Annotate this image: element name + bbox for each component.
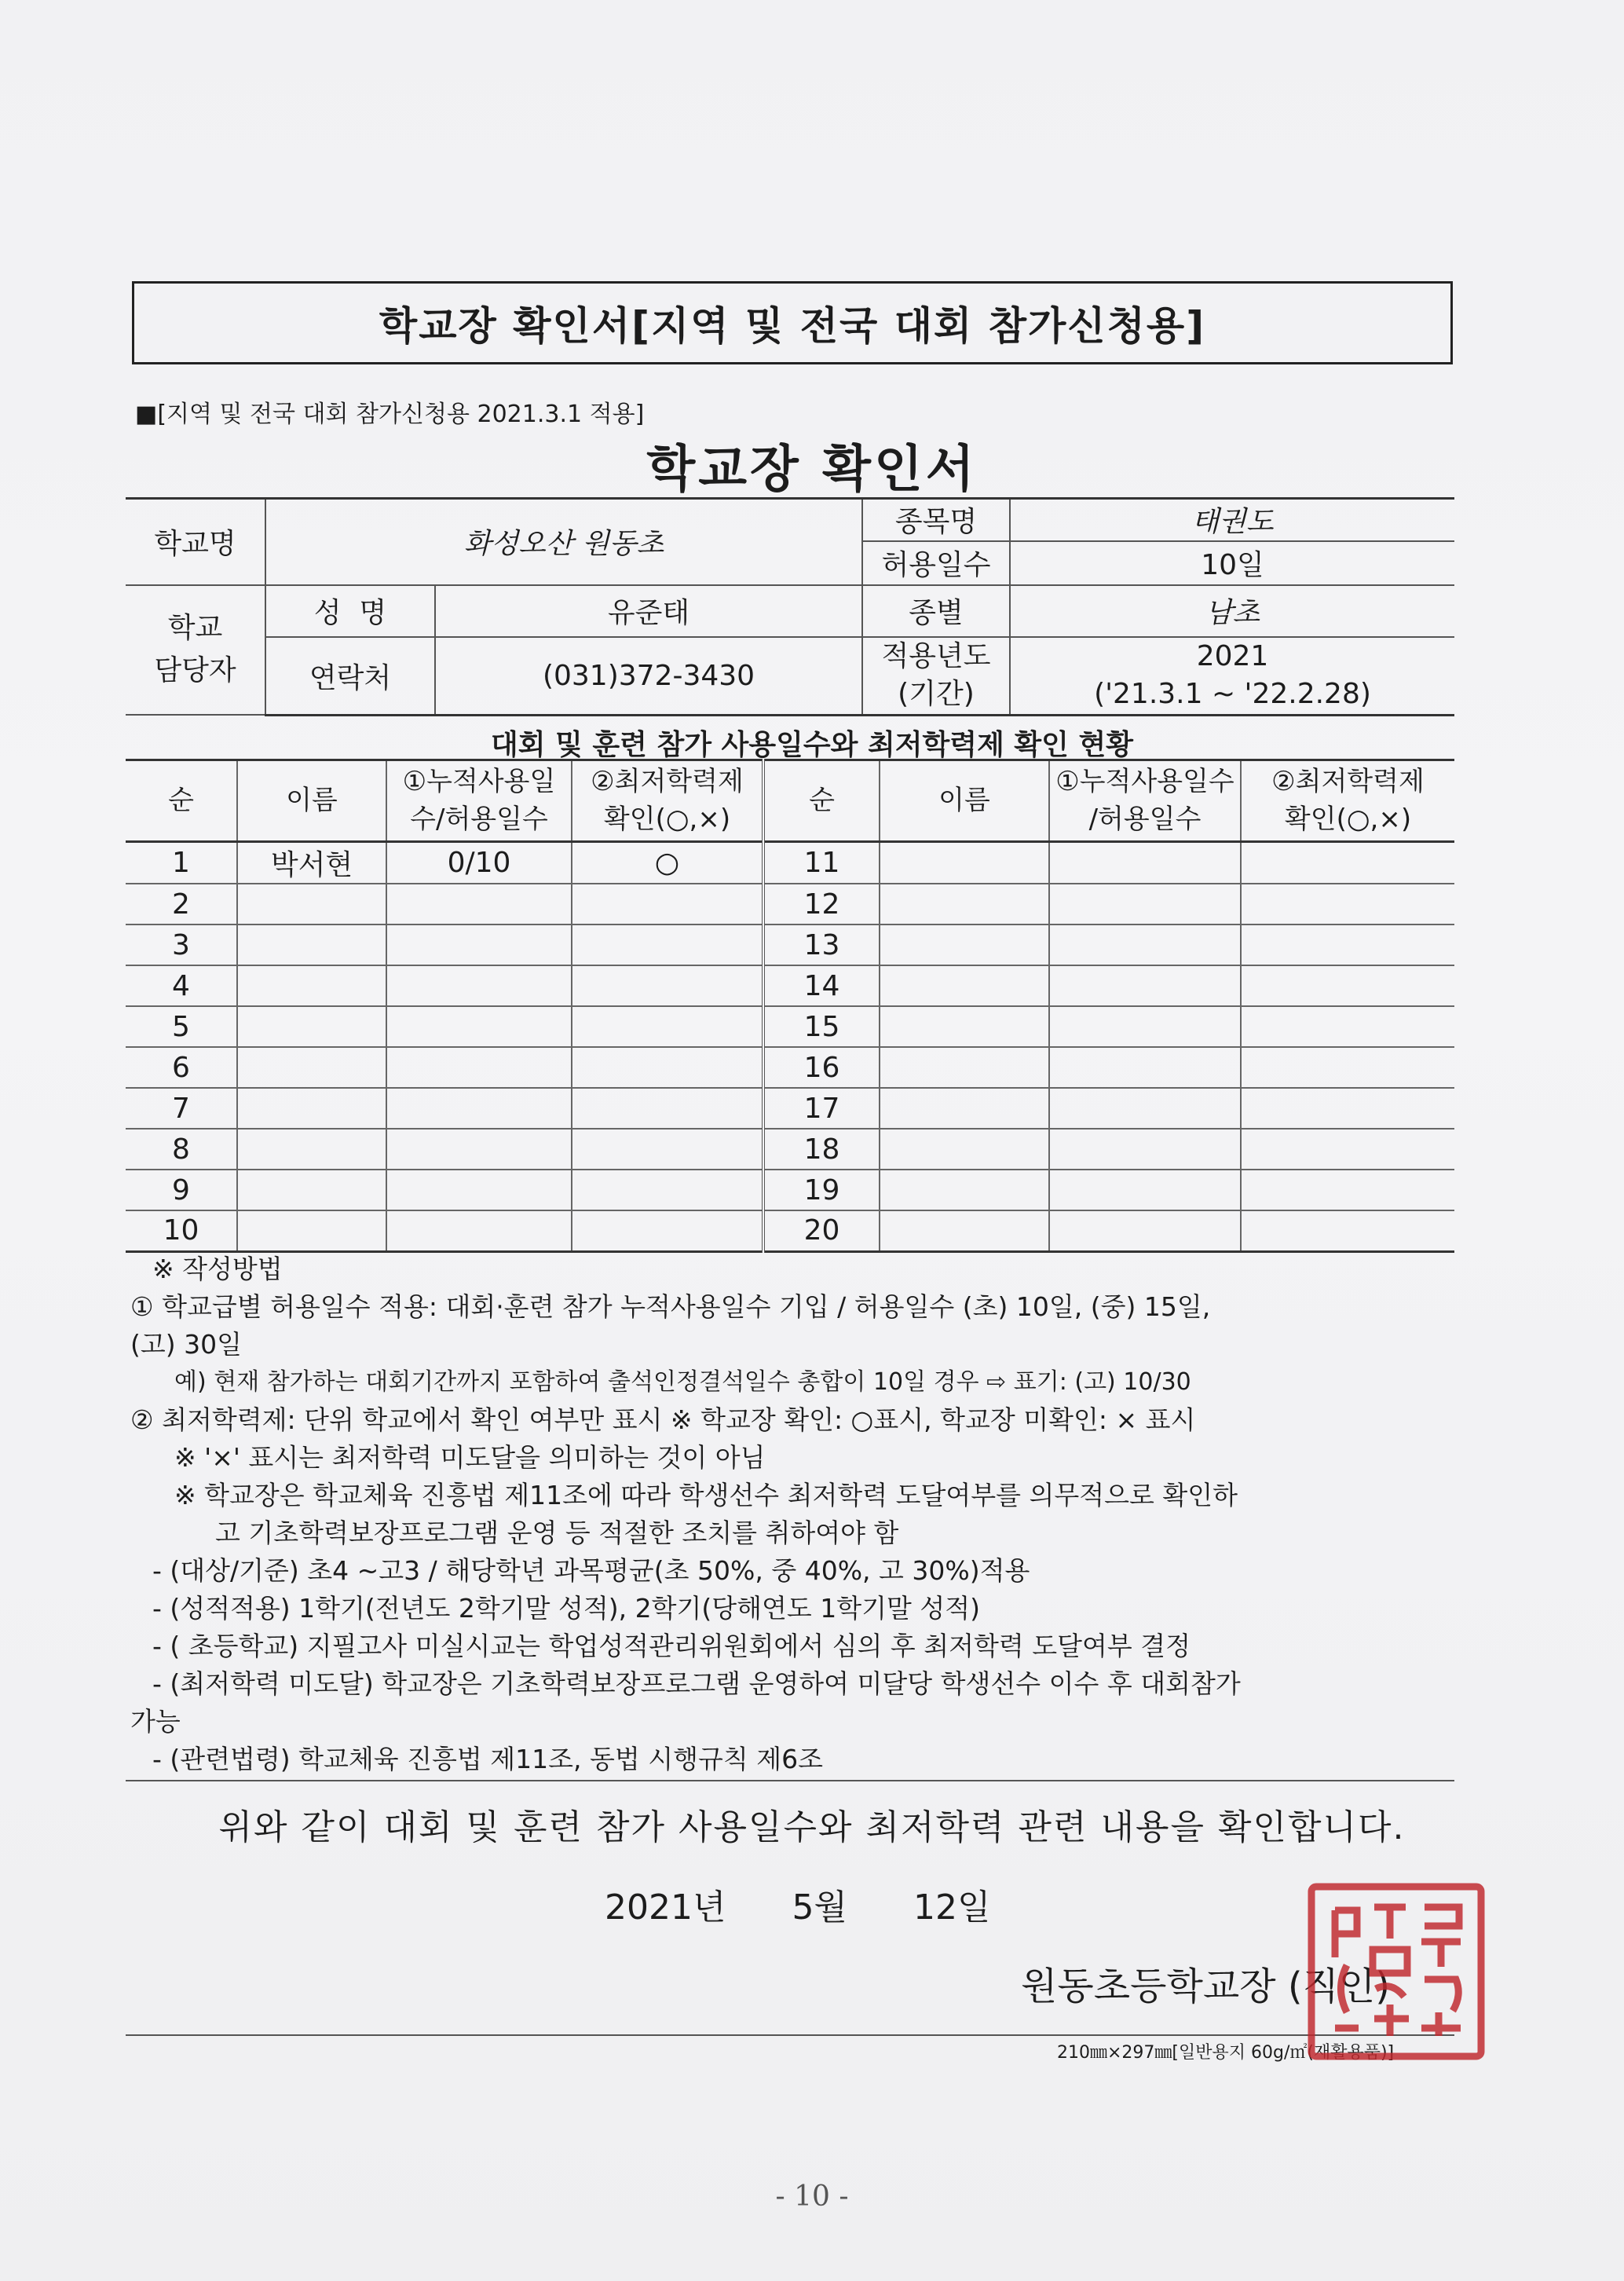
row-no-right: 11: [763, 842, 880, 884]
header-name: 이름: [237, 760, 386, 842]
row-name-right: [880, 884, 1049, 924]
header-check: [572, 760, 763, 842]
date-year: 2021년: [605, 1887, 726, 1928]
header-days-line1: ①누적사용일: [402, 765, 556, 797]
row-days: [386, 1129, 572, 1170]
row-check: [572, 924, 763, 965]
table-row: [126, 965, 1454, 1006]
row-no-right: 18: [763, 1129, 880, 1170]
row-name-right: [880, 1006, 1049, 1047]
note-4b: 고 기초학력보장프로그램 운영 등 적절한 조치를 취하여야 함: [215, 1518, 899, 1548]
note-1b: (고) 30일: [130, 1329, 242, 1360]
contact-label: 연락처: [265, 637, 435, 716]
row-name-right: [880, 1210, 1049, 1251]
row-name-right: [880, 965, 1049, 1006]
row-no: 4: [126, 965, 237, 1006]
header-check-right-line2: 확인(○,×): [1284, 803, 1412, 835]
row-days-right: [1049, 842, 1241, 884]
row-name-right: [880, 1170, 1049, 1210]
page-number: - 10 -: [775, 2180, 849, 2213]
row-check-right: [1241, 1047, 1454, 1088]
row-no: 9: [126, 1170, 237, 1210]
period-value: [1010, 637, 1454, 716]
row-no-right: 19: [763, 1170, 880, 1210]
date-month: 5월: [792, 1887, 847, 1928]
row-check-right: [1241, 1170, 1454, 1210]
row-name-right: [880, 1088, 1049, 1129]
row-no-right: 13: [763, 924, 880, 965]
row-days: [386, 1006, 572, 1047]
manager-label: [126, 585, 265, 716]
period-range: ('21.3.1 ~ '22.2.28): [1094, 678, 1371, 711]
row-name: [237, 965, 386, 1006]
row-name: [237, 1047, 386, 1088]
row-days: [386, 965, 572, 1006]
divider-upper: [126, 1780, 1454, 1781]
row-name-right: [880, 1129, 1049, 1170]
table-row: [126, 884, 1454, 924]
row-check: [572, 884, 763, 924]
header-days-right: [1049, 760, 1241, 842]
header-days-right-line1: ①누적사용일수: [1055, 765, 1234, 797]
issue-date: [605, 1879, 990, 1929]
table-row: [126, 1006, 1454, 1047]
row-check-right: [1241, 842, 1454, 884]
note-4a: ※ 학교장은 학교체육 진흥법 제11조에 따라 학생선수 최저학력 도달여부를 의무적으로 확인하: [174, 1480, 1238, 1510]
header-name-right: 이름: [880, 760, 1049, 842]
allowed-days-value: 10일: [1010, 541, 1454, 585]
paper-spec: 210㎜×297㎜[일반용지 60g/㎡(재활용품)]: [1057, 2043, 1395, 2063]
detail-2: - (성적적용) 1학기(전년도 2학기말 성적), 2학기(당해연도 1학기말 성적): [152, 1593, 981, 1624]
sport-value: 태권도: [1010, 499, 1454, 541]
detail-1: - (대상/기준) 초4 ~고3 / 해당학년 과목평균(초 50%, 중 40%, 고 30%)적용: [152, 1555, 1030, 1586]
status-table-body: [126, 842, 1454, 1252]
row-name: 박서현: [237, 842, 386, 884]
school-name-label: 학교명: [126, 499, 265, 585]
row-days-right: [1049, 884, 1241, 924]
header-check-right: [1241, 760, 1454, 842]
date-day: 12일: [913, 1887, 991, 1928]
row-check: [572, 1006, 763, 1047]
writing-instructions: [130, 1250, 1458, 1778]
row-days-right: [1049, 924, 1241, 965]
name-label: 성 명: [265, 585, 435, 637]
period-label-line2: (기간): [898, 678, 975, 711]
row-days: [386, 1170, 572, 1210]
row-days-right: [1049, 1210, 1241, 1251]
row-check: [572, 1210, 763, 1251]
row-name: [237, 1006, 386, 1047]
row-days: 0/10: [386, 842, 572, 884]
row-no: 5: [126, 1006, 237, 1047]
row-no: 10: [126, 1210, 237, 1251]
table-row: [126, 1129, 1454, 1170]
header-days: [386, 760, 572, 842]
row-days: [386, 1088, 572, 1129]
row-name: [237, 1210, 386, 1251]
divider-lower: [126, 2034, 1454, 2036]
row-name: [237, 924, 386, 965]
header-check-line1: ②최저학력제: [591, 765, 744, 797]
header-check-line2: 확인(○,×): [603, 803, 731, 835]
allowed-days-label: 허용일수: [862, 541, 1010, 585]
row-no: 3: [126, 924, 237, 965]
row-name: [237, 1088, 386, 1129]
row-no-right: 14: [763, 965, 880, 1006]
table-row: [126, 1210, 1454, 1251]
row-name-right: [880, 842, 1049, 884]
detail-3: - ( 초등학교) 지필고사 미실시교는 학업성적관리위원회에서 심의 후 최저학력 도달여부 결정: [152, 1631, 1191, 1661]
table-row: [126, 842, 1454, 884]
manager-label-line2: 담당자: [154, 654, 236, 687]
row-check: ○: [572, 842, 763, 884]
note-1a: ① 학교급별 허용일수 적용: 대회·훈련 참가 누적사용일수 기입 / 허용일수 (초) 10일, (중) 15일,: [130, 1291, 1211, 1322]
row-check: [572, 1047, 763, 1088]
row-days-right: [1049, 1047, 1241, 1088]
row-check-right: [1241, 1006, 1454, 1047]
row-no-right: 17: [763, 1088, 880, 1129]
row-days: [386, 1210, 572, 1251]
row-name: [237, 1129, 386, 1170]
row-no: 1: [126, 842, 237, 884]
row-no-right: 20: [763, 1210, 880, 1251]
row-no-right: 15: [763, 1006, 880, 1047]
document-title: 학교장 확인서: [646, 441, 978, 499]
period-label: [862, 637, 1010, 716]
school-name-value: 화성오산 원동초: [265, 499, 862, 585]
row-days-right: [1049, 1006, 1241, 1047]
table-row: [126, 924, 1454, 965]
status-table: [126, 759, 1454, 1253]
row-days-right: [1049, 1170, 1241, 1210]
row-no: 2: [126, 884, 237, 924]
row-days-right: [1049, 1129, 1241, 1170]
row-days: [386, 884, 572, 924]
row-no-right: 16: [763, 1047, 880, 1088]
table-row: [126, 1047, 1454, 1088]
school-info-table: [126, 497, 1454, 716]
note-2: ② 최저학력제: 단위 학교에서 확인 여부만 표시 ※ 학교장 확인: ○표시, 학교장 미확인: × 표시: [130, 1404, 1196, 1435]
row-check-right: [1241, 924, 1454, 965]
row-name: [237, 1170, 386, 1210]
status-table-title: 대회 및 훈련 참가 사용일수와 최저학력제 확인 현황: [490, 729, 1134, 761]
period-year: 2021: [1196, 639, 1269, 672]
row-check-right: [1241, 884, 1454, 924]
manager-label-line1: 학교: [167, 612, 223, 645]
principal-signature-line: 원동초등학교장 (직인): [1021, 1964, 1391, 2008]
row-no: 8: [126, 1129, 237, 1170]
row-check-right: [1241, 1210, 1454, 1251]
table-row: [126, 1170, 1454, 1210]
row-days: [386, 924, 572, 965]
header-no: 순: [126, 760, 237, 842]
category-label: 종별: [862, 585, 1010, 637]
form-subheading: ■[지역 및 전국 대회 참가신청용 2021.3.1 적용]: [135, 401, 645, 428]
row-days-right: [1049, 1088, 1241, 1129]
row-name: [237, 884, 386, 924]
row-days-right: [1049, 965, 1241, 1006]
header-no-right: 순: [763, 760, 880, 842]
contact-value: (031)372-3430: [435, 637, 862, 716]
row-check-right: [1241, 1088, 1454, 1129]
manager-name-value: 유준태: [435, 585, 862, 637]
header-title: 학교장 확인서[지역 및 전국 대회 참가신청용]: [379, 303, 1206, 349]
header-days-right-line2: /허용일수: [1088, 803, 1202, 835]
official-seal-stamp: [1304, 1879, 1489, 2064]
row-check-right: [1241, 1129, 1454, 1170]
row-no-right: 12: [763, 884, 880, 924]
row-days: [386, 1047, 572, 1088]
row-name-right: [880, 1047, 1049, 1088]
row-name-right: [880, 924, 1049, 965]
header-check-right-line1: ②최저학력제: [1271, 765, 1425, 797]
row-check-right: [1241, 965, 1454, 1006]
row-check: [572, 965, 763, 1006]
note-1c: 예) 현재 참가하는 대회기간까지 포함하여 출석인정결석일수 총합이 10일 경우 ⇨ 표기: (고) 10/30: [174, 1368, 1191, 1396]
row-no: 7: [126, 1088, 237, 1129]
notes-heading: ※ 작성방법: [152, 1254, 283, 1284]
confirmation-statement: 위와 같이 대회 및 훈련 참가 사용일수와 최저학력 관련 내용을 확인합니다.: [218, 1807, 1406, 1847]
table-row: [126, 1088, 1454, 1129]
row-check: [572, 1170, 763, 1210]
header-days-line2: 수/허용일수: [410, 803, 548, 835]
detail-5: - (관련법령) 학교체육 진흥법 제11조, 동법 시행규칙 제6조: [152, 1744, 823, 1774]
row-check: [572, 1129, 763, 1170]
note-3: ※ '×' 표시는 최저학력 미도달을 의미하는 것이 아님: [174, 1442, 766, 1473]
detail-4b: 가능: [130, 1706, 181, 1737]
period-label-line1: 적용년도: [881, 639, 991, 672]
row-check: [572, 1088, 763, 1129]
detail-4a: - (최저학력 미도달) 학교장은 기초학력보장프로그램 운영하여 미달당 학생선수 이수 후 대회참가: [152, 1668, 1241, 1699]
row-no: 6: [126, 1047, 237, 1088]
status-table-header-row: [126, 760, 1454, 842]
header-title-box: [132, 281, 1453, 364]
category-value: 남초: [1010, 585, 1454, 637]
sport-label: 종목명: [862, 499, 1010, 541]
